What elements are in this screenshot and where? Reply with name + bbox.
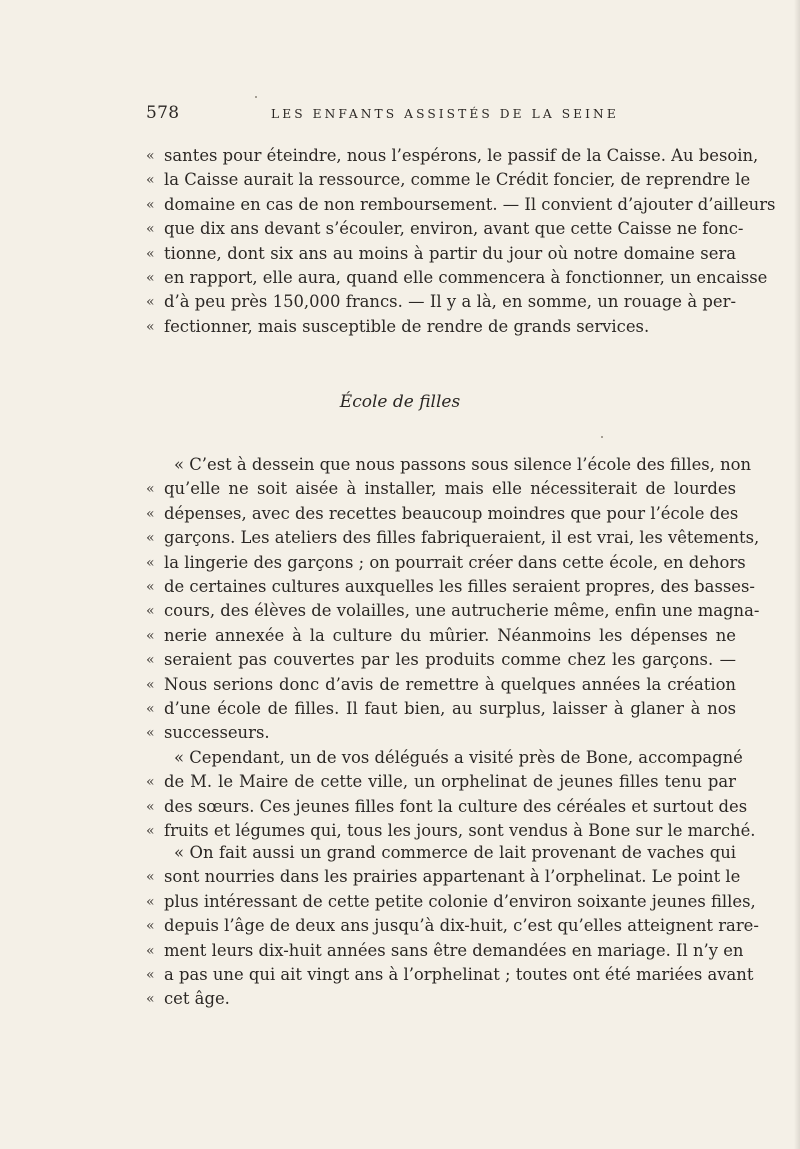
line-text: depuis l’âge de deux ans jusqu’à dix-huit, c’est qu’elles atteignent rare-	[164, 916, 759, 936]
text-line	[146, 576, 755, 598]
line-text: de M. le Maire de cette ville, un orphelinat de jeunes filles tenu par	[164, 772, 736, 792]
page-number: 578	[146, 103, 180, 123]
line-text: garçons. Les ateliers des filles fabriqueraient, il est vrai, les vêtements,	[164, 528, 760, 548]
quote-mark: «	[146, 701, 155, 717]
quote-mark: «	[146, 967, 155, 983]
line-text: « On fait aussi un grand commerce de lait provenant de vaches qui	[174, 843, 736, 862]
quote-mark: «	[146, 530, 155, 547]
quote-mark: «	[146, 774, 155, 791]
line-text: a pas une qui ait vingt ans à l’orphelinat ; toutes ont été mariées avant	[164, 965, 754, 984]
text-line	[146, 145, 759, 167]
line-text: fruits et légumes qui, tous les jours, sont vendus à Bone sur le marché.	[164, 821, 756, 841]
section-title: École de filles	[339, 392, 461, 412]
line-text: fectionner, mais susceptible de rendre de grands services.	[164, 316, 650, 336]
line-text: qu’elle ne soit aisée à installer, mais elle nécessiterait de lourdes	[164, 479, 736, 499]
text-line	[146, 527, 760, 549]
quote-mark: «	[146, 918, 155, 935]
text-line	[146, 478, 736, 500]
line-text: la Caisse aurait la ressource, comme le Crédit foncier, de reprendre le	[164, 170, 751, 190]
text-line	[146, 820, 756, 842]
quote-mark: «	[146, 603, 155, 620]
text-line	[146, 600, 760, 622]
quote-mark: «	[146, 221, 155, 238]
quote-mark: «	[146, 579, 155, 595]
line-text: en rapport, elle aura, quand elle commencera à fonctionner, un encaisse	[164, 268, 768, 287]
line-text: d’une école de filles. Il faut bien, au surplus, laisser à glaner à nos	[164, 699, 736, 718]
line-text: domaine en cas de non remboursement. — Il convient d’ajouter d’ailleurs	[164, 194, 776, 214]
text-line	[146, 625, 736, 647]
text-line	[146, 988, 736, 1010]
text-line	[146, 698, 736, 720]
text-line	[146, 218, 744, 240]
text-line	[146, 747, 743, 769]
quote-mark: «	[146, 554, 155, 571]
quote-mark: «	[146, 798, 155, 815]
quote-mark: «	[146, 245, 155, 262]
line-text: tionne, dont six ans au moins à partir du jour où notre domaine sera	[164, 243, 736, 263]
line-text: ment leurs dix-huit années sans être demandées en mariage. Il n’y en	[164, 940, 744, 960]
text-line	[146, 891, 756, 913]
line-text: la lingerie des garçons ; on pourrait créer dans cette école, en dehors	[164, 552, 746, 572]
text-line	[146, 649, 736, 671]
line-text: dépenses, avec des recettes beaucoup moindres que pour l’école des	[164, 503, 739, 523]
line-text: nerie annexée à la culture du mûrier. Néanmoins les dépenses ne	[164, 625, 736, 645]
text-line	[146, 243, 736, 265]
text-line	[146, 915, 759, 937]
quote-mark: «	[146, 823, 155, 840]
line-text: que dix ans devant s’écouler, environ, avant que cette Caisse ne fonc-	[164, 219, 744, 239]
quote-mark: «	[146, 196, 155, 213]
quote-mark: «	[146, 725, 155, 742]
line-text: cours, des élèves de volailles, une autrucherie même, enfin une magna-	[164, 601, 760, 621]
page-edge-shadow	[794, 0, 800, 1149]
print-speck	[255, 96, 257, 98]
text-line	[146, 503, 739, 525]
text-line	[146, 267, 768, 289]
text-line	[146, 866, 741, 888]
text-line	[146, 771, 736, 793]
page-header	[146, 103, 736, 127]
text-line	[146, 722, 736, 744]
quote-mark: «	[146, 627, 155, 644]
text-line	[146, 842, 736, 864]
quote-mark: «	[146, 270, 155, 286]
line-text: sont nourries dans les prairies appartenant à l’orphelinat. Le point le	[164, 867, 741, 887]
line-text: successeurs.	[164, 723, 270, 743]
print-speck	[601, 436, 603, 438]
line-text: d’à peu près 150,000 francs. — Il y a là, en somme, un rouage à per-	[164, 292, 736, 312]
quote-mark: «	[146, 294, 155, 311]
quote-mark: «	[146, 481, 155, 498]
text-line	[146, 940, 744, 962]
text-line	[146, 964, 754, 986]
line-text: « Cependant, un de vos délégués a visité près de Bone, accompagné	[174, 748, 743, 767]
quote-mark: «	[146, 869, 155, 886]
line-text: Nous serions donc d’avis de remettre à quelques années la création	[164, 674, 736, 694]
quote-mark: «	[146, 676, 155, 693]
quote-mark: «	[146, 505, 155, 522]
text-line	[146, 674, 736, 696]
quote-mark: «	[146, 318, 155, 335]
running-head: LES ENFANTS ASSISTÉS DE LA SEINE	[271, 107, 619, 121]
line-text: santes pour éteindre, nous l’espérons, le passif de la Caisse. Au besoin,	[164, 146, 759, 165]
line-text: plus intéressant de cette petite colonie d’environ soixante jeunes filles,	[164, 891, 756, 911]
text-line	[146, 796, 748, 818]
line-text: de certaines cultures auxquelles les filles seraient propres, des basses-	[164, 577, 755, 596]
quote-mark: «	[146, 652, 155, 669]
quote-mark: «	[146, 893, 155, 910]
line-text: seraient pas couvertes par les produits comme chez les garçons. —	[164, 650, 736, 670]
text-line	[146, 552, 746, 574]
line-text: « C’est à dessein que nous passons sous silence l’école des filles, non	[174, 455, 752, 474]
line-text: cet âge.	[164, 989, 230, 1009]
text-line	[146, 454, 752, 476]
text-line	[146, 291, 736, 313]
text-line	[146, 316, 736, 338]
line-text: des sœurs. Ces jeunes filles font la culture des céréales et surtout des	[164, 796, 748, 816]
quote-mark: «	[146, 148, 155, 164]
quote-mark: «	[146, 172, 155, 189]
quote-mark: «	[146, 942, 155, 959]
quote-mark: «	[146, 991, 155, 1008]
text-line	[146, 169, 751, 191]
text-line	[146, 194, 776, 216]
